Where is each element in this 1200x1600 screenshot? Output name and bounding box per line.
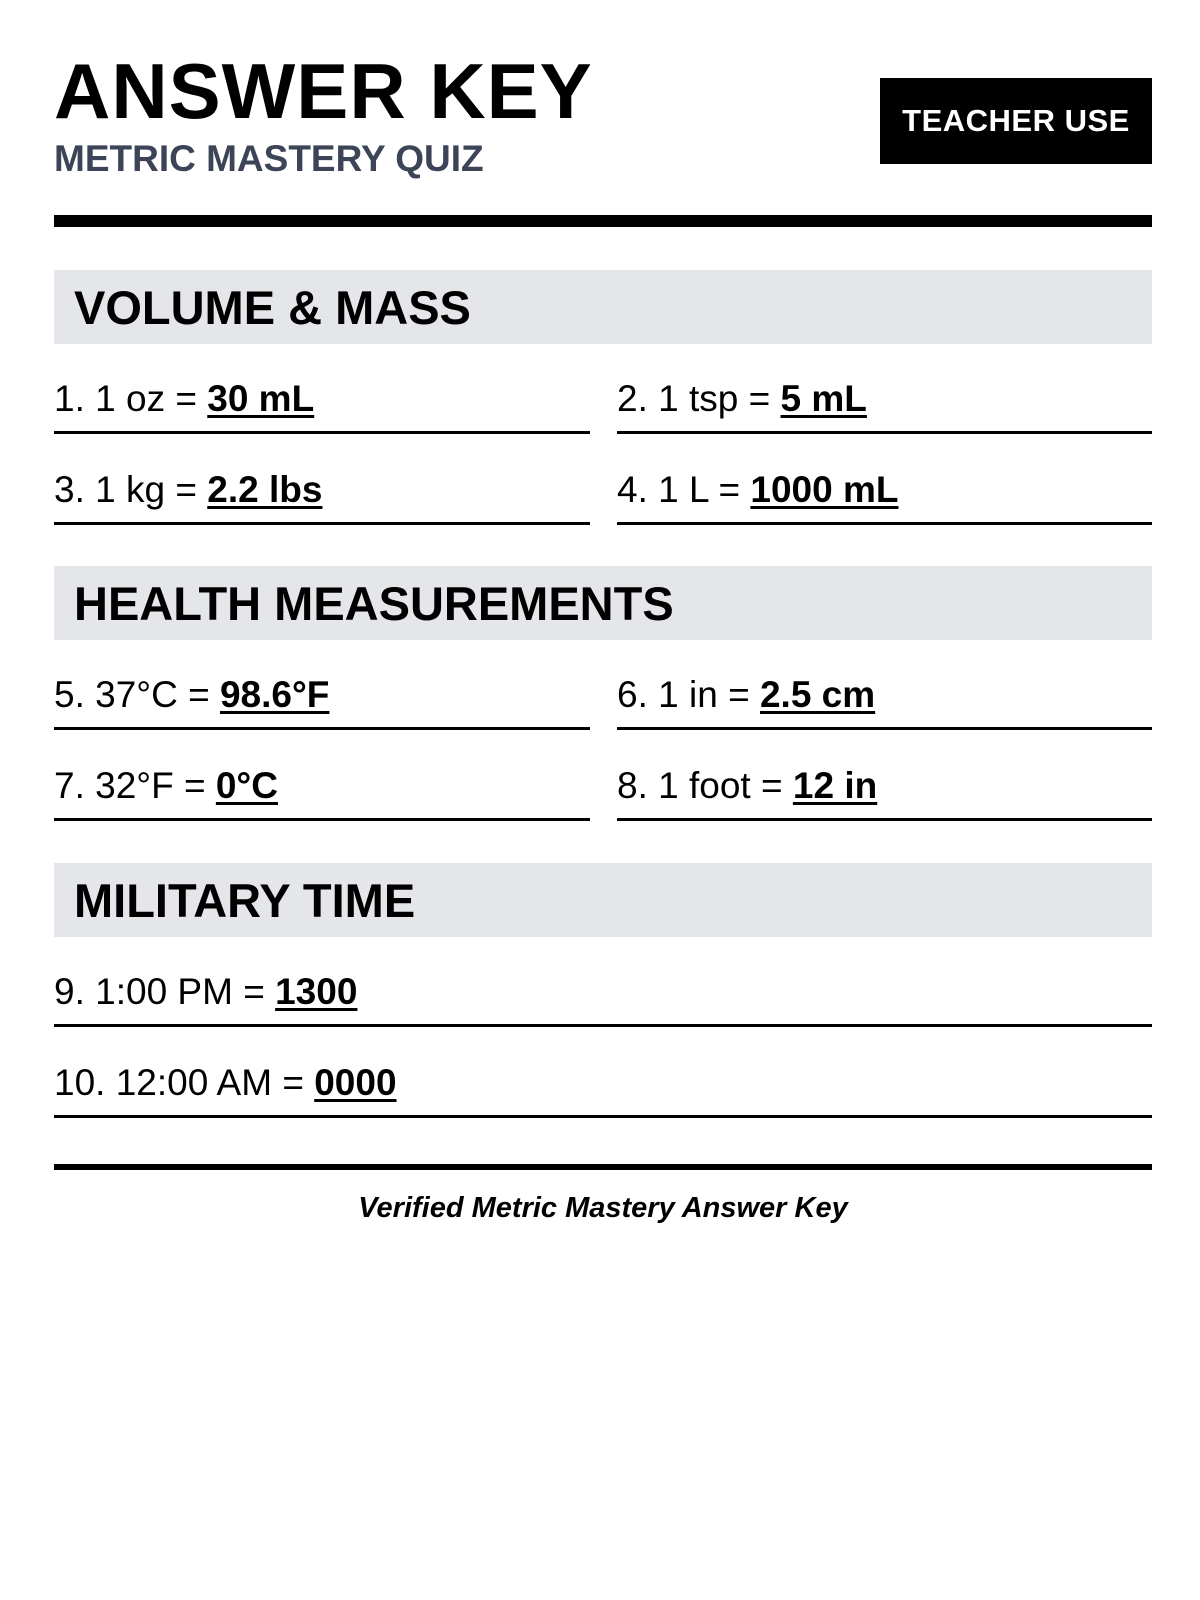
section-header-volume-mass: [54, 270, 1152, 344]
section-header-military-time: [54, 863, 1152, 937]
answer-text: 2.2 lbs: [207, 469, 323, 510]
section-title: HEALTH MEASUREMENTS: [74, 577, 674, 630]
answer-key-page: [54, 0, 1152, 1224]
answer-text: 0°C: [215, 765, 278, 806]
page-title: ANSWER KEY: [54, 47, 593, 135]
question-text: 9. 1:00 PM =: [54, 971, 276, 1012]
page-subtitle: METRIC MASTERY QUIZ: [54, 138, 484, 179]
teacher-use-badge: TEACHER USE: [880, 78, 1152, 164]
page-header: [54, 0, 1152, 228]
question-text: 7. 32°F =: [54, 765, 216, 806]
answer-item-8: [617, 751, 1152, 821]
answer-text: 98.6°F: [219, 674, 330, 715]
answer-item-1: [54, 364, 590, 434]
section-title: VOLUME & MASS: [74, 281, 471, 334]
question-text: 2. 1 tsp =: [617, 378, 781, 419]
answer-text: 30 mL: [207, 378, 315, 419]
answer-text: 1000 mL: [750, 469, 899, 510]
footer-note: Verified Metric Mastery Answer Key: [358, 1192, 848, 1224]
question-text: 6. 1 in =: [617, 674, 760, 715]
question-text: 1. 1 oz =: [54, 378, 208, 419]
answer-item-6: [617, 660, 1152, 730]
answer-text: 0000: [314, 1062, 397, 1103]
answer-item-7: [54, 751, 590, 821]
header-divider: [54, 215, 1152, 227]
question-text: 10. 12:00 AM =: [54, 1062, 315, 1103]
section-title: MILITARY TIME: [74, 874, 416, 927]
question-text: 3. 1 kg =: [54, 469, 208, 510]
answer-text: 12 in: [792, 765, 878, 806]
answer-text: 1300: [275, 971, 358, 1012]
question-text: 8. 1 foot =: [617, 765, 793, 806]
question-text: 4. 1 L =: [617, 469, 751, 510]
answer-text: 2.5 cm: [759, 674, 876, 715]
answer-item-5: [54, 660, 590, 730]
answer-item-3: [54, 455, 590, 525]
answer-item-2: [617, 364, 1152, 434]
answer-item-10: [54, 1048, 1152, 1118]
answer-item-9: [54, 957, 1152, 1027]
answer-text: 5 mL: [780, 378, 867, 419]
question-text: 5. 37°C =: [54, 674, 220, 715]
answer-item-4: [617, 455, 1152, 525]
section-header-health-measurements: [54, 566, 1152, 640]
footer-divider: [54, 1164, 1152, 1170]
